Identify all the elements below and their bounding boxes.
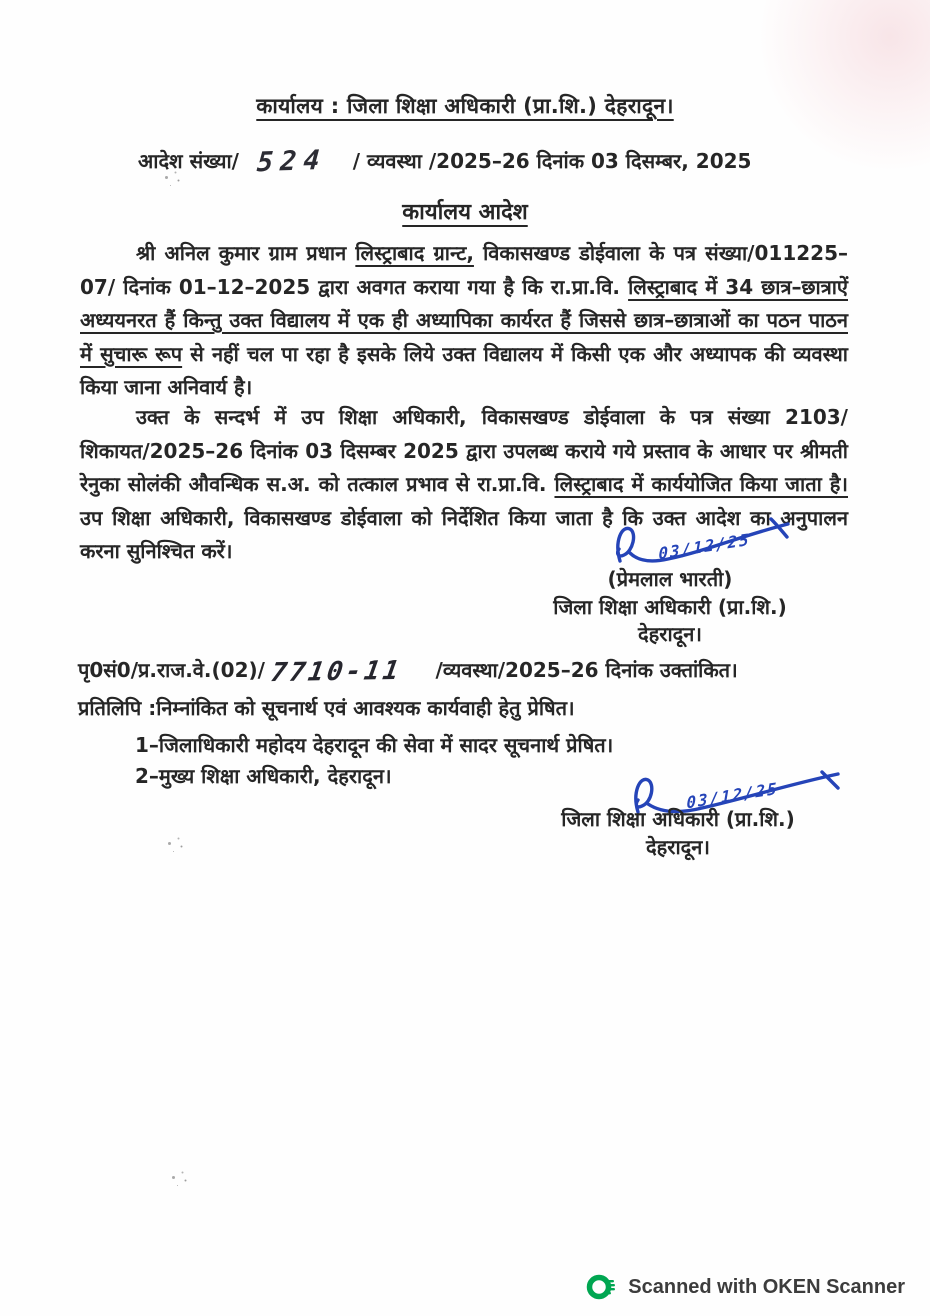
paragraph-segment: विकासखण्ड डोईवाला के पत्र संख्या/011225–07/ दिनांक 01–12–2025 द्वारा अवगत कराया गया है कि रा.प्रा.वि.: [80, 241, 848, 299]
scanner-footer: [0, 1266, 905, 1308]
paragraph-segment: लिस्ट्राबाद में 34 छात्र–छात्राऐं अध्ययनरत हैं किन्तु उक्त विद्यालय में एक ही अध्यापिका कार्यरत हैं जिससे छात्र–छात्राओं का पठन पाठन में सुचारू रूप: [80, 274, 848, 366]
endorsement-ref-prefix: पृ0सं0/प्र.राज.वे.(02)/: [78, 658, 265, 682]
endorsement-reference-line: [78, 656, 878, 687]
paragraph-segment: उप शिक्षा अधिकारी, विकासखण्ड डोईवाला को निर्देशित किया जाता है कि उक्त आदेश का अनुपालन करना सुनिश्चित करें।: [80, 505, 848, 563]
scan-speckle: [172, 1176, 175, 1179]
signature-scrawl-1: [606, 517, 796, 571]
signatory-place: देहरादून।: [646, 834, 710, 859]
signature-date-handwritten-2: 03/12/25: [686, 778, 779, 813]
signatory-name: (प्रेमलाल भारती): [607, 567, 733, 591]
signature-block-2: [528, 806, 828, 861]
order-number-line: [138, 146, 858, 177]
signatory-designation: जिला शिक्षा अधिकारी (प्रा.शि.): [561, 807, 795, 831]
subject-title: कार्यालय आदेश: [402, 200, 528, 225]
order-number-prefix: आदेश संख्या/: [138, 149, 239, 173]
office-header-line: कार्यालय : जिला शिक्षा अधिकारी (प्रा.शि.) देहरादून।: [256, 94, 674, 118]
endorsement-ref-suffix: /व्यवस्था/2025–26 दिनांक उक्तांकित।: [435, 658, 738, 682]
copy-recipient-1: 1–जिलाधिकारी महोदय देहरादून की सेवा में सादर सूचनार्थ प्रेषित।: [135, 733, 614, 757]
endorsement-ref-handwritten: 7710-11: [268, 655, 404, 689]
paragraph-segment: लिस्ट्राबाद में कार्ययोजित किया जाता है।: [554, 472, 848, 496]
signature-block-1: [520, 566, 820, 649]
paragraph-segment: श्री अनिल कुमार ग्राम प्रधान: [136, 241, 356, 265]
scanner-footer-label: Scanned with OKEN Scanner: [628, 1275, 905, 1298]
copy-distribution-line: प्रतिलिपि :निम्नांकित को सूचनार्थ एवं आवश्यक कार्यवाही हेतु प्रेषित।: [78, 696, 575, 720]
signature-date-handwritten-1: 03/12/25: [658, 529, 751, 564]
signatory-place: देहरादून।: [638, 622, 702, 646]
signatory-designation: जिला शिक्षा अधिकारी (प्रा.शि.): [553, 594, 787, 619]
scan-speckle: [168, 842, 171, 845]
oken-scanner-logo-icon: [586, 1272, 616, 1302]
paragraph-segment: लिस्ट्राबाद ग्रान्ट,: [355, 241, 474, 265]
paragraph-segment: से नहीं चल पा रहा है इसके लिये उक्त विद्यालय में किसी एक और अध्यापक की व्यवस्था किया जाना अनिवार्य है।: [80, 341, 848, 399]
paragraph-segment: उक्त के सन्दर्भ में उप शिक्षा अधिकारी, विकासखण्ड डोईवाला के पत्र संख्या 2103/शिकायत/2025–26 दिनांक 03 दिसम्बर 2025 द्वारा उपलब्ध कराये गये प्रस्ताव के आधार पर श्रीमती रेनुका सोलंकी औवन्धिक स.अ. को तत्काल प्रभाव से रा.प्रा.वि.: [80, 405, 848, 496]
scan-speckle: [165, 176, 168, 179]
copy-recipient-2: 2–मुख्य शिक्षा अधिकारी, देहरादून।: [135, 764, 392, 788]
scan-artifact-blob: [760, 0, 930, 170]
order-number-suffix: / व्यवस्था /2025–26 दिनांक 03 दिसम्बर, 2025: [352, 149, 752, 173]
body-paragraph-1: [80, 237, 848, 405]
order-number-handwritten: 524: [255, 144, 328, 179]
